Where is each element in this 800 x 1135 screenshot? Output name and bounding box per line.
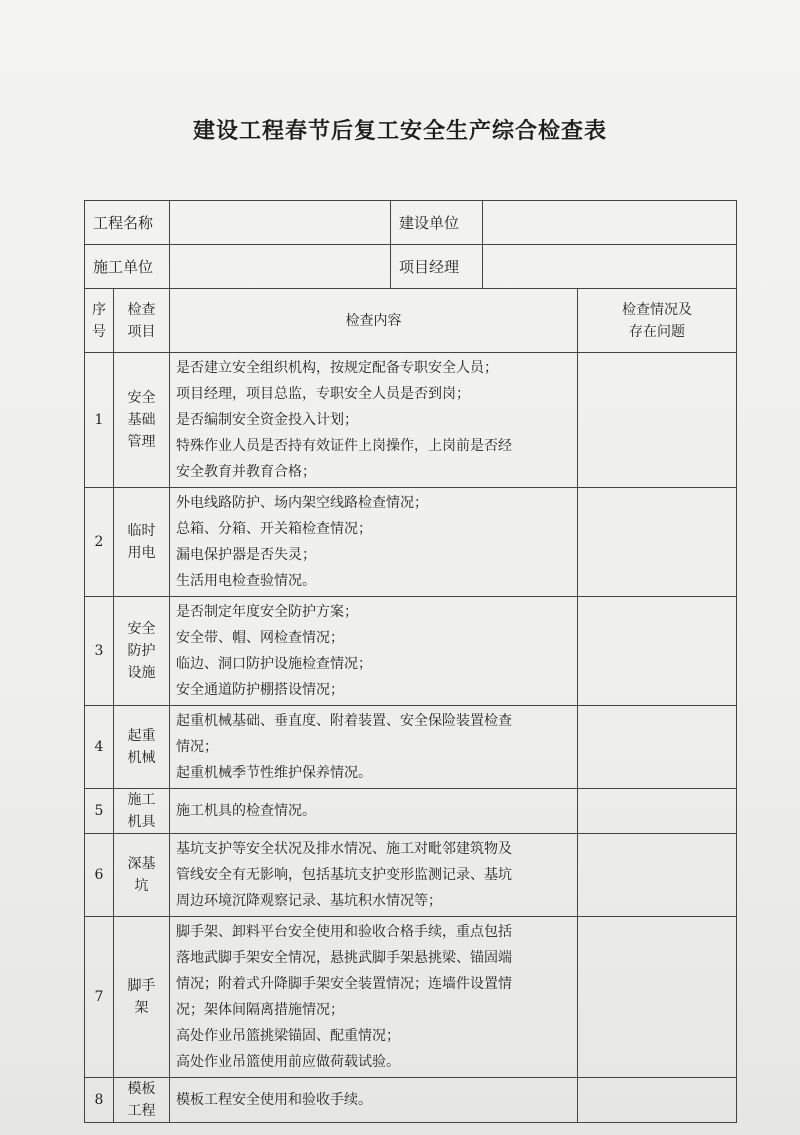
project-name-label: 工程名称: [85, 201, 170, 245]
manager-field[interactable]: [483, 245, 737, 289]
content-line: 高处作业吊篮挑梁锚固、配重情况；: [176, 1028, 401, 1044]
row-number: 4: [85, 706, 114, 789]
row-content: [170, 597, 578, 706]
content-line: 起重机械基础、垂直度、附着装置、安全保险装置检查: [176, 713, 513, 729]
row-item-line: 施工: [127, 792, 156, 808]
builder-field[interactable]: [483, 201, 737, 245]
header-row-project: [85, 201, 737, 245]
row-item-line: 模板: [127, 1081, 156, 1097]
content-line: 情况；: [176, 739, 219, 755]
page-title: 建设工程春节后复工安全生产综合检查表: [192, 119, 607, 144]
row-item-line: 坑: [134, 878, 149, 894]
content-line: 周边环境沉降观察记录、基坑积水情况等；: [176, 893, 443, 909]
table-row: [85, 1078, 737, 1123]
content-line: 安全带、帽、网检查情况；: [176, 630, 345, 646]
manager-label: 项目经理: [391, 245, 483, 289]
row-number: 8: [85, 1078, 114, 1123]
row-result-field[interactable]: [578, 1078, 737, 1123]
table-row: [85, 789, 737, 834]
content-line: 总箱、分箱、开关箱检查情况；: [176, 521, 373, 537]
column-header-row: [85, 289, 737, 353]
inspection-table: [84, 200, 737, 1123]
content-line: 落地武脚手架安全情况，悬挑武脚手架悬挑梁、锚固端: [176, 950, 513, 966]
content-line: 安全通道防护棚搭设情况；: [176, 682, 345, 698]
row-number: 7: [85, 917, 114, 1078]
table-row: [85, 834, 737, 917]
row-item: [114, 834, 170, 917]
content-line: 情况；附着式升降脚手架安全装置情况；连墙件设置情: [176, 976, 513, 992]
content-line: 基坑支护等安全状况及排水情况、施工对毗邻建筑物及: [176, 841, 513, 857]
col-item-line-2: 项目: [127, 323, 156, 340]
row-result-field[interactable]: [578, 597, 737, 706]
table-row: [85, 353, 737, 488]
col-result-header: [578, 289, 737, 353]
row-item: [114, 597, 170, 706]
row-content: [170, 706, 578, 789]
row-result-field[interactable]: [578, 834, 737, 917]
col-result-line-1: 检查情况及: [622, 301, 693, 318]
row-result-field[interactable]: [578, 917, 737, 1078]
row-item-line: 机具: [127, 814, 156, 830]
col-seq-line-2: 号: [92, 323, 106, 340]
row-number: 5: [85, 789, 114, 834]
row-item: [114, 789, 170, 834]
row-result-field[interactable]: [578, 789, 737, 834]
row-content: [170, 917, 578, 1078]
row-item: [114, 706, 170, 789]
row-item-line: 临时: [127, 523, 156, 539]
content-line: 是否建立安全组织机构，按规定配备专职安全人员；: [176, 360, 499, 376]
content-line: 况；架体间隔离措施情况；: [176, 1002, 345, 1018]
row-item: [114, 353, 170, 488]
content-line: 是否制定年度安全防护方案；: [176, 604, 359, 620]
table-row: [85, 488, 737, 597]
content-line: 特殊作业人员是否持有效证件上岗操作，上岗前是否经: [176, 438, 513, 454]
header-row-contractor: [85, 245, 737, 289]
inspection-rows: [85, 353, 737, 1123]
col-seq-header: [85, 289, 114, 353]
row-item-line: 架: [134, 1000, 149, 1016]
content-line: 管线安全有无影响，包括基坑支护变形监测记录、基坑: [176, 867, 513, 883]
content-line: 漏电保护器是否失灵；: [176, 547, 317, 563]
col-item-line-1: 检查: [127, 301, 156, 318]
col-item-header: [114, 289, 170, 353]
content-line: 项目经理，项目总监，专职安全人员是否到岗；: [176, 386, 471, 402]
row-item-line: 用电: [127, 545, 156, 561]
content-line: 临边、洞口防护设施检查情况；: [176, 656, 373, 672]
row-item-line: 安全: [127, 621, 156, 637]
content-line: 模板工程安全使用和验收手续。: [176, 1092, 373, 1108]
row-number: 6: [85, 834, 114, 917]
content-line: 施工机具的检查情况。: [176, 803, 317, 819]
row-item-line: 管理: [127, 434, 156, 450]
row-item: [114, 1078, 170, 1123]
row-content: [170, 789, 578, 834]
row-item-line: 机械: [127, 750, 156, 766]
content-line: 起重机械季节性维护保养情况。: [176, 765, 373, 781]
table-row: [85, 917, 737, 1078]
col-result-line-2: 存在问题: [629, 323, 686, 340]
contractor-field[interactable]: [170, 245, 391, 289]
row-item-line: 深基: [127, 856, 156, 872]
content-line: 外电线路防护、场内架空线路检查情况；: [176, 495, 429, 511]
row-item-line: 脚手: [127, 978, 156, 994]
project-name-field[interactable]: [170, 201, 391, 245]
col-seq-line-1: 序: [92, 301, 106, 318]
row-result-field[interactable]: [578, 706, 737, 789]
row-item-line: 安全: [127, 390, 156, 406]
row-content: [170, 834, 578, 917]
content-line: 安全教育并教育合格；: [176, 464, 317, 480]
table-row: [85, 597, 737, 706]
content-line: 生活用电检查验情况。: [176, 573, 317, 589]
row-item: [114, 488, 170, 597]
col-content-header: 检查内容: [170, 289, 578, 353]
content-line: 脚手架、卸料平台安全使用和验收合格手续，重点包括: [176, 924, 513, 940]
row-result-field[interactable]: [578, 353, 737, 488]
row-item-line: 工程: [127, 1103, 156, 1119]
content-line: 是否编制安全资金投入计划；: [176, 412, 359, 428]
row-result-field[interactable]: [578, 488, 737, 597]
row-content: [170, 1078, 578, 1123]
row-content: [170, 353, 578, 488]
content-line: 高处作业吊篮使用前应做荷载试验。: [176, 1054, 401, 1070]
builder-label: 建设单位: [391, 201, 483, 245]
row-content: [170, 488, 578, 597]
row-number: 2: [85, 488, 114, 597]
table-row: [85, 706, 737, 789]
row-number: 1: [85, 353, 114, 488]
row-item-line: 设施: [127, 665, 156, 681]
contractor-label: 施工单位: [85, 245, 170, 289]
row-item-line: 基础: [127, 412, 156, 428]
row-number: 3: [85, 597, 114, 706]
row-item: [114, 917, 170, 1078]
row-item-line: 起重: [127, 728, 156, 744]
row-item-line: 防护: [127, 643, 156, 659]
